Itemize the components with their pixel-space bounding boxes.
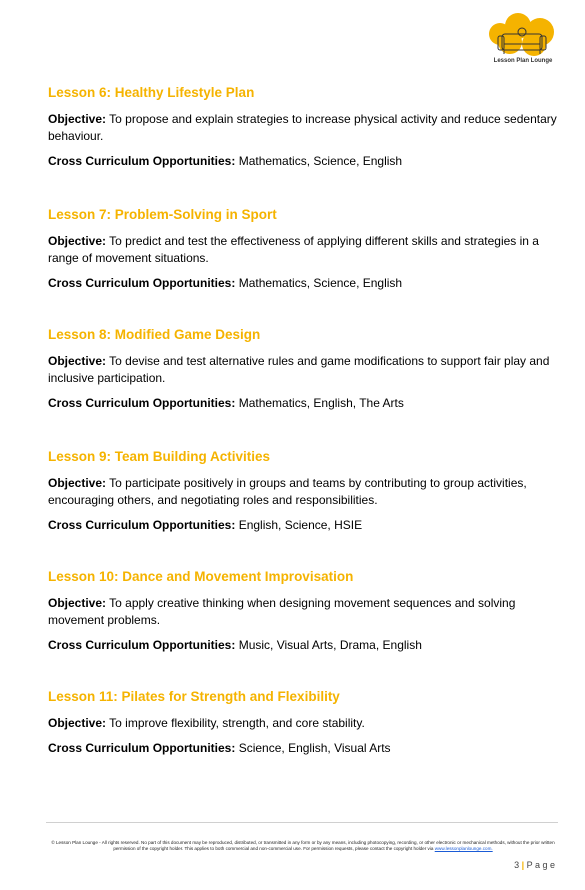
cross-curriculum-value: Music, Visual Arts, Drama, English	[238, 638, 422, 652]
website-link[interactable]: www.lessonplanlounge.com.	[434, 846, 493, 851]
objective-text	[48, 353, 560, 387]
lesson-block	[48, 85, 560, 178]
objective-text	[48, 715, 560, 732]
lesson-title: Lesson 7: Problem-Solving in Sport	[48, 207, 277, 222]
cross-curriculum-value: Mathematics, Science, English	[238, 154, 403, 168]
cross-curriculum-text	[48, 395, 560, 412]
objective-text	[48, 233, 560, 267]
lesson-title: Lesson 10: Dance and Movement Improvisation	[48, 569, 354, 584]
cross-curriculum-label: Cross Curriculum Opportunities:	[48, 518, 236, 532]
objective-text	[48, 595, 560, 629]
page-label: P a g e	[526, 860, 555, 870]
lesson-block	[48, 689, 560, 765]
objective-text	[48, 475, 560, 509]
objective-value: To predict and test the effectiveness of applying different skills and strategies in a range of movement situations.	[48, 234, 539, 265]
objective-label: Objective:	[48, 112, 107, 126]
cross-curriculum-value: Science, English, Visual Arts	[238, 741, 391, 755]
cross-curriculum-label: Cross Curriculum Opportunities:	[48, 741, 236, 755]
page-number-value: 3	[514, 860, 520, 870]
lesson-title: Lesson 6: Healthy Lifestyle Plan	[48, 85, 255, 100]
objective-text	[48, 111, 560, 145]
cross-curriculum-label: Cross Curriculum Opportunities:	[48, 154, 236, 168]
footer-divider	[46, 822, 558, 823]
lesson-block	[48, 569, 560, 662]
cross-curriculum-text	[48, 275, 560, 292]
cross-curriculum-text	[48, 637, 560, 654]
objective-label: Objective:	[48, 234, 107, 248]
cross-curriculum-value: Mathematics, Science, English	[238, 276, 403, 290]
cross-curriculum-label: Cross Curriculum Opportunities:	[48, 396, 236, 410]
objective-value: To apply creative thinking when designing movement sequences and solving movement problems.	[48, 596, 516, 627]
objective-label: Objective:	[48, 716, 107, 730]
lesson-title: Lesson 11: Pilates for Strength and Flexibility	[48, 689, 340, 704]
cross-curriculum-value: Mathematics, English, The Arts	[238, 396, 404, 410]
objective-label: Objective:	[48, 476, 107, 490]
logo-text: Lesson Plan Lounge	[493, 58, 553, 64]
objective-label: Objective:	[48, 354, 107, 368]
objective-label: Objective:	[48, 596, 107, 610]
objective-value: To participate positively in groups and teams by contributing to group activities, encouraging others, and negotiating roles and responsibilities.	[48, 476, 527, 507]
lesson-title: Lesson 9: Team Building Activities	[48, 449, 271, 464]
cross-curriculum-text	[48, 153, 560, 170]
page-number	[514, 860, 555, 870]
objective-value: To improve flexibility, strength, and core stability.	[109, 716, 365, 730]
objective-value: To propose and explain strategies to increase physical activity and reduce sedentary behaviour.	[48, 112, 557, 143]
lesson-title: Lesson 8: Modified Game Design	[48, 327, 261, 342]
cross-curriculum-label: Cross Curriculum Opportunities:	[48, 638, 236, 652]
lesson-block	[48, 327, 560, 420]
lesson-block	[48, 207, 560, 300]
footer-copyright	[48, 840, 558, 852]
copyright-text: © Lesson Plan Lounge - All rights reserved. No part of this document may be reproduced, distributed, or transmitted in any form or by any means, including photocopying, recording, or other electronic or mechanical methods, without the prior written permission of the copyright holder. This applies to both commercial and non-commercial use. For permission requests, please contact the copyright holder via	[51, 840, 555, 851]
cross-curriculum-text	[48, 517, 560, 534]
sofa-logo-icon	[488, 12, 558, 62]
page-separator: |	[521, 860, 525, 870]
objective-value: To devise and test alternative rules and game modifications to support fair play and inclusive participation.	[48, 354, 550, 385]
cross-curriculum-text	[48, 740, 560, 757]
lesson-block	[48, 449, 560, 542]
cross-curriculum-label: Cross Curriculum Opportunities:	[48, 276, 236, 290]
cross-curriculum-value: English, Science, HSIE	[238, 518, 363, 532]
